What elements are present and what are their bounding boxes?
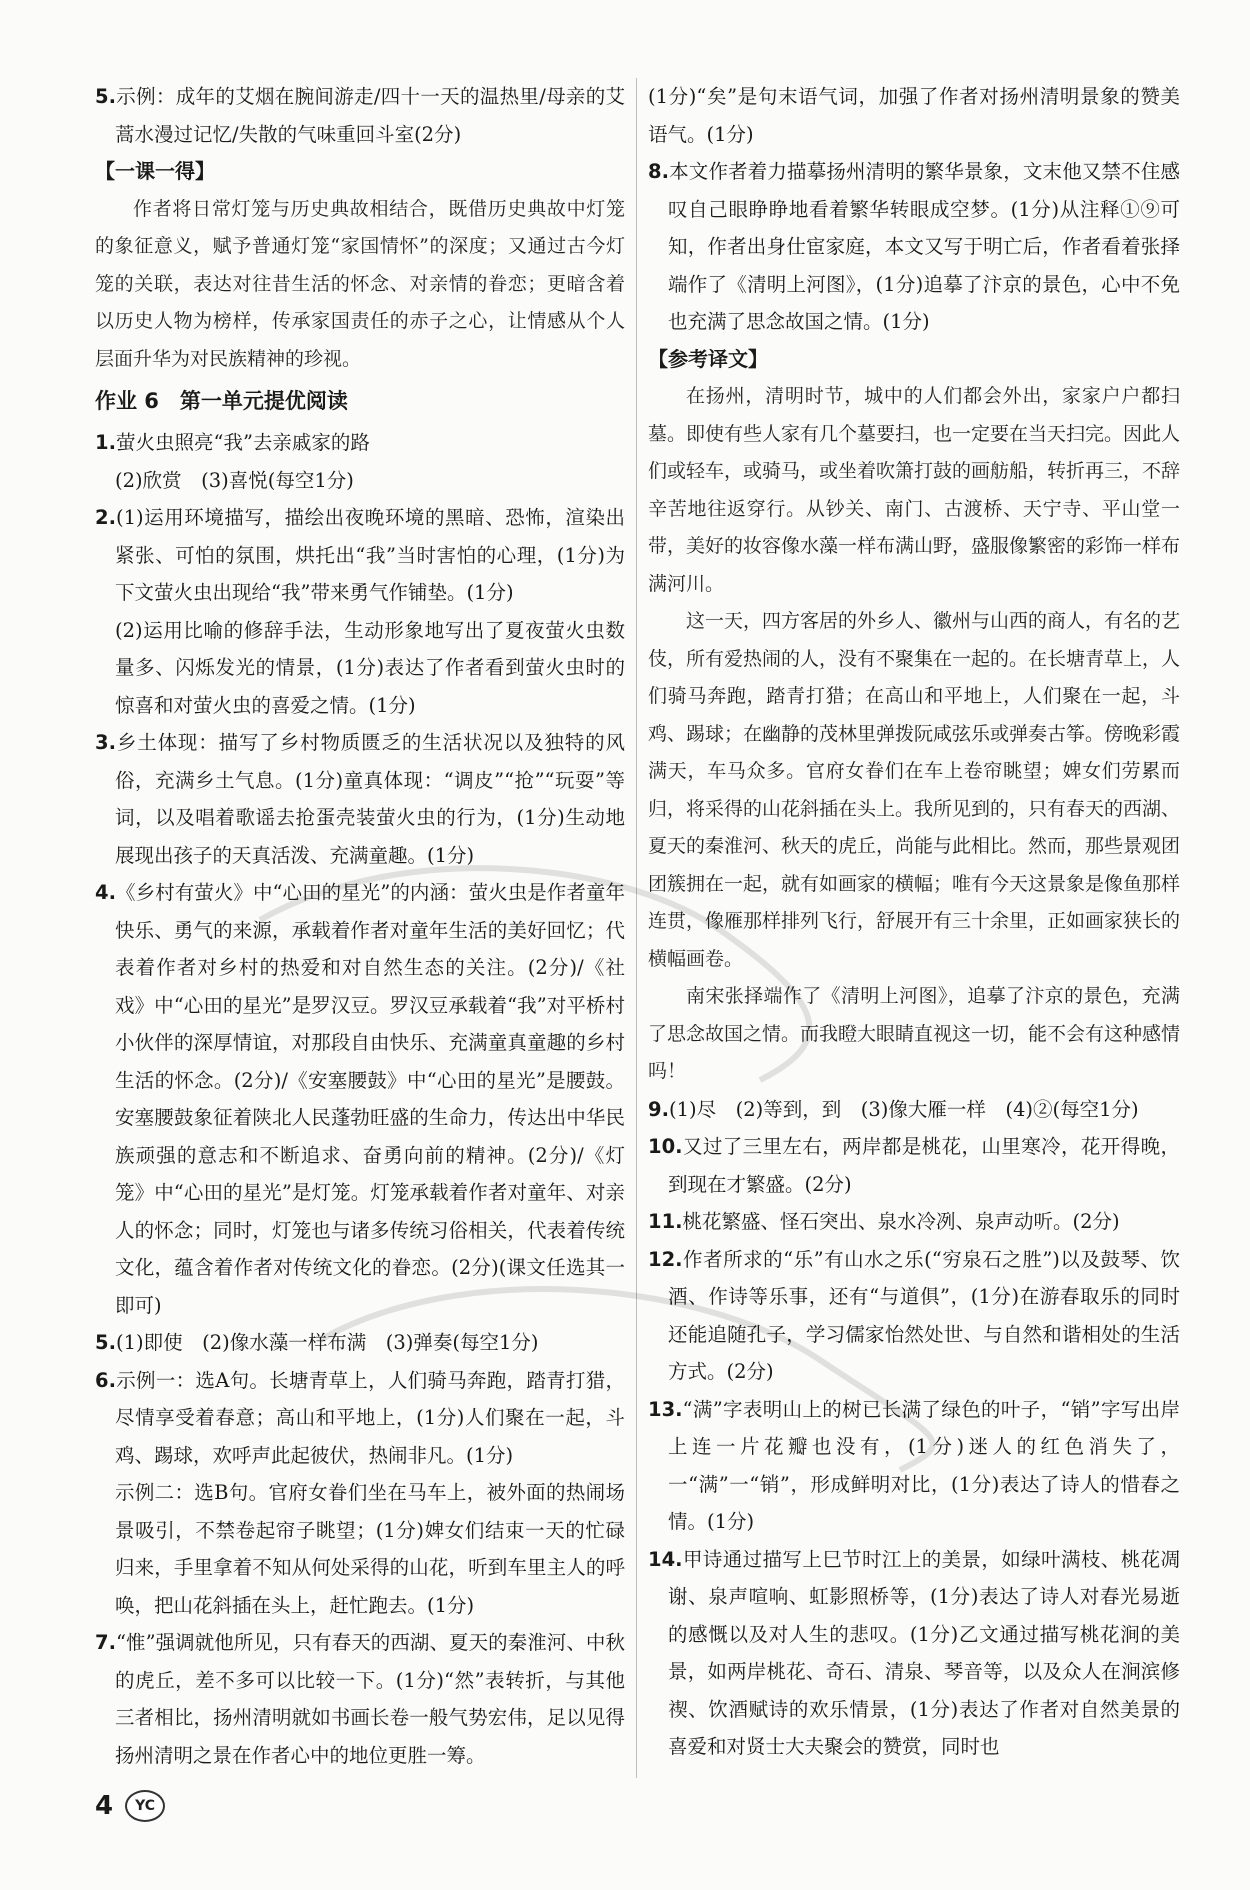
reference-paragraph: 在扬州，清明时节，城中的人们都会外出，家家户户都扫墓。即使有些人家有几个墓要扫，也一定要在当天扫完。因此人们或轻车，或骑马，或坐着吹箫打鼓的画舫船，转折再三，不辞辛苦地往返穿行。从钞关、南门、古渡桥、天宁寺、平山堂一带，美好的妆容像水藻一样布满山野，盛服像繁密的彩饰一样布满河川。 [648,385,1181,595]
answer-list-right [648,1091,1180,1766]
answer-item [95,462,625,500]
answer-text: 甲诗通过描写上巳节时江上的美景，如绿叶满枝、桃花凋谢、泉声喧响、虹影照桥等，(1分)表达了诗人对春光易逝的感慨以及对人生的悲叹。(1分)乙文通过描写桃花涧的美景，如两岸桃花、奇石、清泉、琴音等，以及众人在涧滨修禊、饮酒赋诗的欢乐情景，(1分)表达了作者对自然美景的喜爱和对贤士大夫聚会的赞赏，同时也 [668,1547,1180,1758]
answer-item [95,1362,625,1475]
answer-item [95,612,625,725]
answer-number: 14. [648,1547,683,1571]
answer-number: 6. [95,1368,116,1392]
answer-item [648,1128,1180,1203]
answer-item [648,1241,1180,1391]
answer-text: “满”字表明山上的树已长满了绿色的叶子，“销”字写出岸上连一片花瓣也没有，(1分)迷人的红色消失了，一“满”一“销”，形成鲜明对比，(1分)表达了诗人的惜春之情。(1分) [668,1397,1180,1533]
answer-item [95,724,625,874]
column-divider [636,78,637,1778]
answer-number: 11. [648,1210,683,1233]
left-column [95,78,625,1774]
answer-text: (2)欣赏 (3)喜悦(每空1分) [115,468,354,492]
answer-text: 示例：成年的艾烟在腕间游走/四十一天的温热里/母亲的艾蒿水漫过记忆/失散的气味重回斗室(2分) [115,85,625,146]
answer-number: 10. [648,1135,683,1158]
answer-text: 本文作者着力描摹扬州清明的繁华景象，文末他又禁不住感叹自己眼睁睁地看着繁华转眼成空梦。(1分)从注释①⑨可知，作者出身仕宦家庭，本文又写于明亡后，作者看着张择端作了《清明上河图》，(1分)追摹了汴京的景色，心中不免也充满了思念故国之情。(1分) [668,160,1180,333]
answer-5 [95,78,625,153]
answer-text: (1)运用环境描写，描绘出夜晚环境的黑暗、恐怖，渲染出紧张、可怕的氛围，烘托出“我”当时害怕的心理，(1分)为下文萤火虫出现给“我”带来勇气作铺垫。(1分) [115,506,625,604]
answer-text: (1)尽 (2)等到，到 (3)像大雁一样 (4)②(每空1分) [668,1097,1139,1121]
answer-text: 桃花繁盛、怪石突出、泉水冷冽、泉声动听。(2分) [682,1210,1120,1233]
answer-number: 4. [95,881,116,904]
section-heading-reference: 【参考译文】 [648,346,768,371]
answer-8 [648,153,1180,341]
publisher-logo: YC [125,1790,165,1822]
answer-text: 乡土体现：描写了乡村物质匮乏的生活状况以及独特的风俗，充满乡土气息。(1分)童真体现：“调皮”“抢”“玩耍”等词，以及唱着歌谣去抢蛋壳装萤火虫的行为，(1分)生动地展现出孩子的天真活泼、充满童趣。(1分) [115,731,625,867]
answer-number: 12. [648,1247,683,1271]
reference-paragraph: 南宋张择端作了《清明上河图》，追摹了汴京的景色，充满了思念故国之情。而我瞪大眼睛直视这一切，能不会有这种感情吗！ [648,985,1181,1082]
yike-paragraph: 作者将日常灯笼与历史典故相结合，既借历史典故中灯笼的象征意义，赋予普通灯笼“家国情怀”的深度；又通过古今灯笼的关联，表达对往昔生活的怀念、对亲情的眷恋；更暗含着以历史人物为榜样，传承家国责任的赤子之心，让情感从个人层面升华为对民族精神的珍视。 [95,197,625,370]
answer-number: 1. [95,431,116,454]
answer-text: “惟”强调就他所见，只有春天的西湖、夏天的秦淮河、中秋的虎丘，差不多可以比较一下。(1分)“然”表转折，与其他三者相比，扬州清明就如书画长卷一般气势宏伟，足以见得扬州清明之景在作者心中的地位更胜一筹。 [115,1631,625,1767]
answer-text: 萤火虫照亮“我”去亲戚家的路 [115,431,370,454]
answer-number: 8. [648,160,669,183]
answer-item [95,1474,625,1624]
answer-item [95,499,625,612]
answer-item [95,424,625,462]
answer-number: 7. [95,1631,116,1654]
reference-translation [648,378,1180,1091]
right-column [648,78,1180,1766]
answer-item [648,1091,1180,1129]
answer-item [95,1624,625,1774]
answer-text: 示例一：选A句。长塘青草上，人们骑马奔跑，踏青打猎，尽情享受着春意；高山和平地上，(1分)人们聚在一起，斗鸡、踢球，欢呼声此起彼伏，热闹非凡。(1分) [115,1368,625,1467]
reference-paragraph: 这一天，四方客居的外乡人、徽州与山西的商人，有名的艺伎，所有爱热闹的人，没有不聚集在一起的。在长塘青草上，人们骑马奔跑，踏青打猎；在高山和平地上，人们聚在一起，斗鸡、踢球；在幽静的茂林里弹拨阮咸弦乐或弹奏古筝。傍晚彩霞满天，车马众多。官府女眷们在车上卷帘眺望；婢女们劳累而归，将采得的山花斜插在头上。我所见到的，只有春天的西湖、夏天的秦淮河、秋天的虎丘，尚能与此相比。然而，那些景观团团簇拥在一起，就有如画家的横幅；唯有今天这景象是像鱼那样连贯，像雁那样排列飞行，舒展开有三十余里，正如画家狭长的横幅画卷。 [648,610,1181,970]
answer-text: 作者所求的“乐”有山水之乐(“穷泉石之胜”)以及鼓琴、饮酒、作诗等乐事，还有“与道俱”，(1分)在游春取乐的同时还能追随孔子，学习儒家怡然处世、与自然和谐相处的生活方式。(2分) [668,1247,1180,1383]
page-number: 4 [95,1791,114,1821]
answer-text: 《乡村有萤火》中“心田的星光”的内涵：萤火虫是作者童年快乐、勇气的来源，承载着作者对童年生活的美好回忆；代表着作者对乡村的热爱和对自然生态的关注。(2分)/《社戏》中“心田的星光”是罗汉豆。罗汉豆承载着“我”对平桥村小伙伴的深厚情谊，对那段自由快乐、充满童真童趣的乡村生活的怀念。(2分)/《安塞腰鼓》中“心田的星光”是腰鼓。安塞腰鼓象征着陕北人民蓬勃旺盛的生命力，传达出中华民族顽强的意志和不断追求、奋勇向前的精神。(2分)/《灯笼》中“心田的星光”是灯笼。灯笼承载着作者对童年、对亲人的怀念；同时，灯笼也与诸多传统习俗相关，代表着传统文化，蕴含着作者对传统文化的眷恋。(2分)(课文任选其一即可) [115,881,625,1317]
answer-number: 3. [95,731,116,754]
section-heading-yike: 【一课一得】 [95,159,215,183]
answer-item [95,874,625,1324]
answer-item [648,1391,1180,1541]
answer-text: (1)即使 (2)像水藻一样布满 (3)弹奏(每空1分) [115,1331,539,1354]
page-footer [95,1790,165,1822]
answer-list-left [95,424,625,1774]
answer-number: 9. [648,1097,669,1121]
answer-number: 5. [95,85,116,108]
answer-text: (2)运用比喻的修辞手法，生动形象地写出了夏夜萤火虫数量多、闪烁发光的情景，(1分)表达了作者看到萤火虫时的惊喜和对萤火虫的喜爱之情。(1分) [115,618,625,717]
answer-text: 示例二：选B句。官府女眷们坐在马车上，被外面的热闹场景吸引，不禁卷起帘子眺望；(1分)婢女们结束一天的忙碌归来，手里拿着不知从何处采得的山花，听到车里主人的呼唤，把山花斜插在头上，赶忙跑去。(1分) [115,1481,625,1617]
answer-7-continued: (1分)“矣”是句末语气词，加强了作者对扬州清明景象的赞美语气。(1分) [648,85,1180,146]
homework-heading: 作业 6 第一单元提优阅读 [95,389,348,413]
answer-number: 13. [648,1397,683,1421]
answer-text: 又过了三里左右，两岸都是桃花，山里寒冷，花开得晚，到现在才繁盛。(2分) [668,1135,1180,1196]
answer-number: 5. [95,1331,116,1354]
answer-item [648,1203,1180,1241]
answer-item [95,1324,625,1362]
answer-item [648,1541,1180,1766]
answer-number: 2. [95,506,116,529]
